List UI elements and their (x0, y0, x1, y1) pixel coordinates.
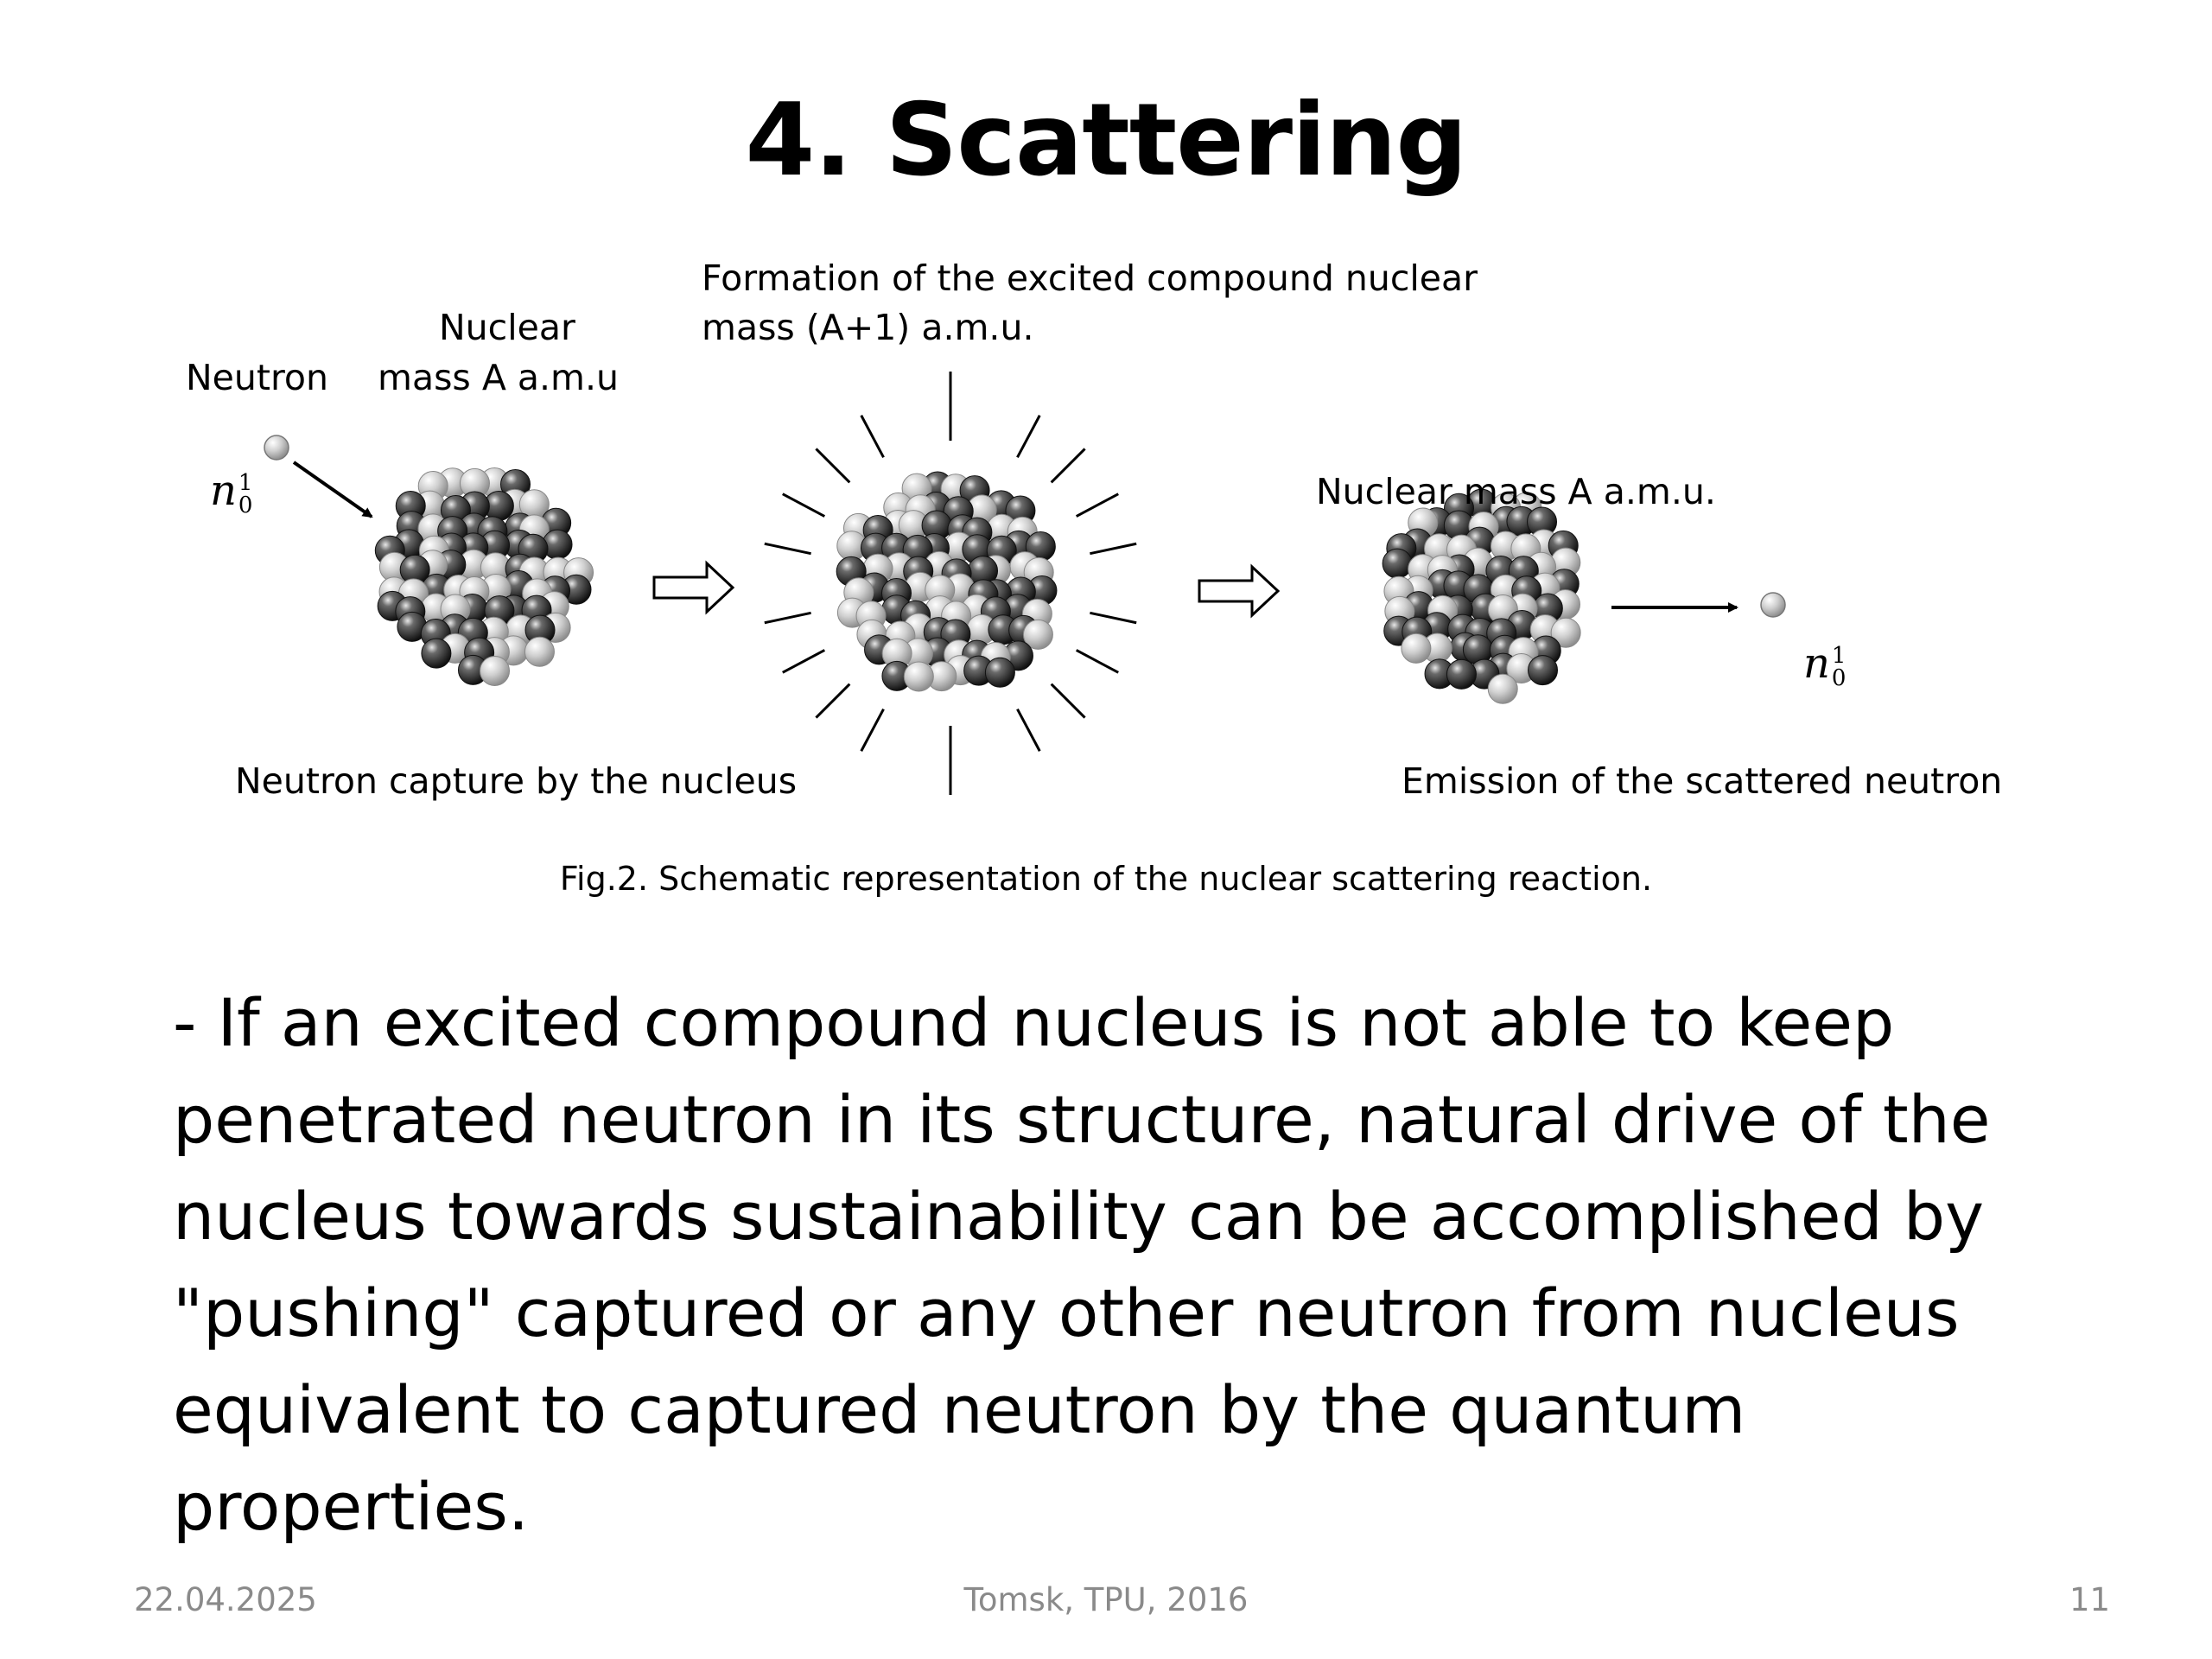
target-nucleus (375, 468, 593, 686)
excitation-ray (1090, 613, 1136, 622)
neutron-symbol-letter: n (210, 467, 237, 515)
compound-label-line2: mass (A+1) a.m.u. (702, 307, 1034, 348)
excitation-ray (1077, 650, 1119, 672)
transition-arrow-1 (654, 563, 733, 612)
excitation-ray (1090, 543, 1136, 553)
nuclear-after-label: Nuclear mass A a.m.u. (1316, 471, 1716, 512)
neutron-ball (1488, 674, 1517, 703)
incoming-neutron-ball (264, 435, 289, 460)
excitation-ray (765, 613, 811, 622)
neutron-ball (524, 637, 554, 666)
footer-center: Tomsk, TPU, 2016 (963, 1581, 1249, 1618)
compound-nucleus (836, 472, 1057, 691)
excitation-ray (861, 709, 884, 752)
excitation-ray (1052, 684, 1085, 718)
emission-label: Emission of the scattered neutron (1402, 760, 2003, 802)
scattering-diagram (0, 225, 2212, 933)
slide-title: 4. Scattering (745, 82, 1467, 199)
neutron-label: Neutron (186, 357, 328, 398)
diagram-graphics (0, 225, 2212, 933)
proton-ball (422, 639, 451, 668)
neutron-ball (1402, 633, 1431, 663)
proton-ball (1446, 659, 1476, 689)
scattered-neutron-ball (1761, 593, 1785, 617)
incoming-arrow (294, 462, 372, 517)
residual-nucleus (1382, 489, 1580, 703)
excitation-ray (816, 684, 849, 718)
transition-arrow-2 (1199, 567, 1278, 615)
neutron-ball (480, 656, 510, 685)
proton-ball (1382, 549, 1412, 578)
excitation-ray (816, 448, 849, 482)
footer-date: 22.04.2025 (134, 1581, 317, 1618)
nuclear-label-line1: Nuclear (439, 307, 575, 348)
excitation-ray (861, 416, 884, 458)
excitation-ray (765, 543, 811, 553)
footer-page-number: 11 (2069, 1581, 2111, 1618)
excitation-ray (1017, 709, 1039, 752)
neutron-ball (904, 662, 933, 691)
body-paragraph: - If an excited compound nucleus is not able to keep penetrated neutron in its structure, natural drive of the nucleus towards sustainability can be accomplished by "pushing" captured or any other neutron from nucleus equivalent to captured neutron by the quantum properties. (173, 984, 1991, 1545)
capture-label: Neutron capture by the nucleus (235, 760, 798, 802)
figure-caption: Fig.2. Schematic representation of the nuclear scattering reaction. (559, 860, 1653, 898)
neutron-symbol-sup: 1 (1831, 642, 1847, 669)
excitation-ray (783, 650, 825, 672)
proton-ball (1529, 656, 1558, 685)
neutron-symbol-sup: 1 (238, 469, 253, 496)
excitation-ray (783, 494, 825, 517)
neutron-symbol-incoming (210, 467, 252, 517)
neutron-symbol-sub: 0 (238, 492, 253, 518)
neutron-symbol-sub: 0 (1831, 664, 1847, 691)
neutron-symbol-outgoing (1803, 639, 1846, 690)
proton-ball (985, 658, 1014, 687)
neutron-symbol-letter: n (1803, 639, 1830, 688)
compound-label-line1: Formation of the excited compound nuclear (702, 257, 1478, 299)
excitation-ray (1017, 416, 1039, 458)
excitation-ray (1077, 494, 1119, 517)
nuclear-label-line2: mass A a.m.u (378, 357, 620, 398)
excitation-ray (1052, 448, 1085, 482)
